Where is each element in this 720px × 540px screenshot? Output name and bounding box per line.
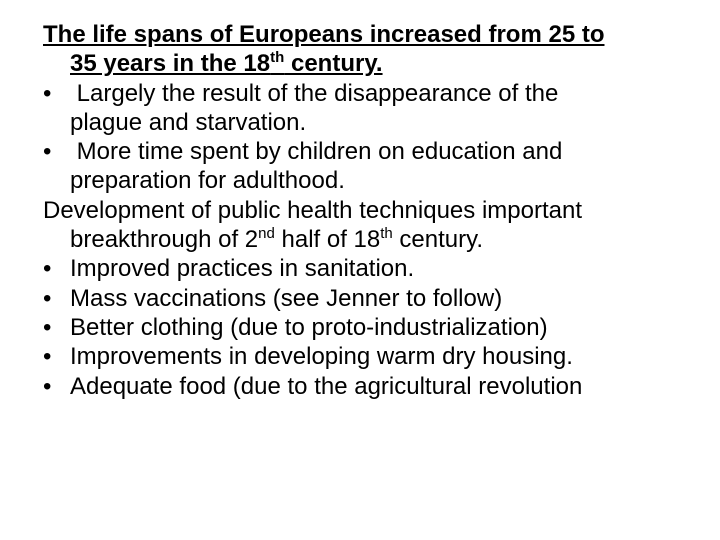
bullet-text: Improvements in developing warm dry housing. xyxy=(70,343,573,371)
slide-body xyxy=(43,20,715,401)
bullet-text: Better clothing (due to proto-industrialization) xyxy=(70,313,548,341)
bullet-text: Adequate food (due to the agricultural revolution xyxy=(70,372,583,400)
bullet-item-clothing xyxy=(43,313,715,342)
bullet-item-food xyxy=(43,372,715,401)
bullet-item-plague xyxy=(43,79,715,138)
bullet-glyph: • xyxy=(43,313,52,341)
bullet-text-continued: plague and starvation. xyxy=(70,108,307,136)
bullet-text: Mass vaccinations (see Jenner to follow) xyxy=(70,284,503,312)
bullet-text: Improved practices in sanitation. xyxy=(70,255,415,283)
bullet-glyph: • xyxy=(43,79,52,107)
paragraph-line-1: Development of public health techniques important xyxy=(43,196,582,224)
bullet-item-education xyxy=(43,137,715,196)
public-health-paragraph xyxy=(43,196,715,255)
bullet-item-vaccinations xyxy=(43,284,715,313)
bullet-glyph: • xyxy=(43,138,52,166)
paragraph-line-2: breakthrough of 2nd half of 18th century. xyxy=(70,225,484,254)
heading-line-2: 35 years in the 18th century. xyxy=(70,49,383,78)
bullet-text: Largely the result of the disappearance of the xyxy=(70,79,559,107)
bullet-glyph: • xyxy=(43,343,52,371)
bullet-glyph: • xyxy=(43,372,52,400)
bullet-text: More time spent by children on education and xyxy=(70,138,563,166)
heading-line-1: The life spans of Europeans increased from 25 to xyxy=(43,21,605,48)
bullet-glyph: • xyxy=(43,284,52,312)
bullet-item-housing xyxy=(43,342,715,371)
bullet-glyph: • xyxy=(43,255,52,283)
bullet-text-continued: preparation for adulthood. xyxy=(70,167,345,195)
bullet-item-sanitation xyxy=(43,254,715,283)
